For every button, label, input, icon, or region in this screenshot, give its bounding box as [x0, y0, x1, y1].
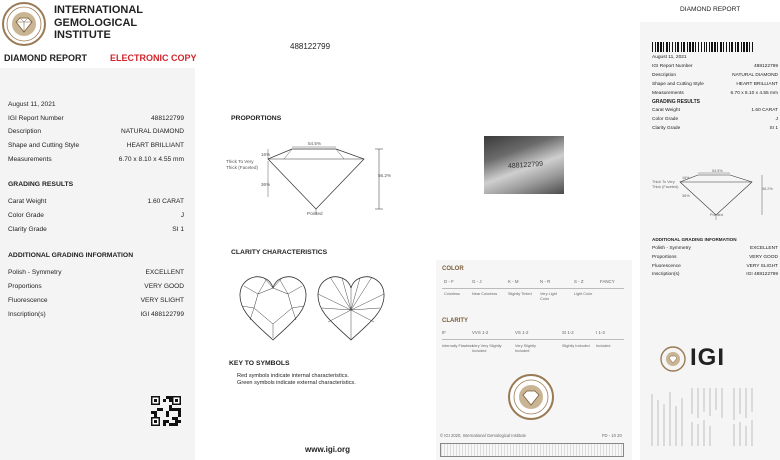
grading-value: 1.60 CARAT [147, 198, 184, 205]
barcode-bar [731, 42, 733, 52]
additional-label: Polish - Symmetry [8, 269, 62, 276]
right-detail-label: Shape and Cutting Style [652, 82, 704, 87]
right-report-title: DIAMOND REPORT [680, 6, 741, 13]
org-name-line3: INSTITUTE [54, 29, 111, 41]
right-grading-value: 1.60 CARAT [751, 108, 778, 113]
barcode-bar [706, 42, 707, 52]
right-additional-label: Proportions [652, 255, 677, 260]
right-igi-logo-text: IGI [690, 344, 726, 371]
right-grading-label: Color Grade [652, 117, 679, 122]
right-additional-value: IGI 488122799 [746, 272, 778, 277]
color-grade: K - M [508, 279, 519, 284]
barcode-bar [704, 42, 705, 52]
scales-panel [436, 260, 632, 460]
igi-seal-center [508, 374, 554, 420]
barcode-bar [660, 42, 662, 52]
color-grade: S - Z [574, 279, 584, 284]
color-grade: N - R [540, 279, 551, 284]
crown-percent: 16% [261, 152, 271, 157]
right-table-percent: 54.5% [712, 169, 723, 173]
right-additional-value: VERY GOOD [749, 255, 778, 260]
barcode-bar [726, 42, 727, 52]
website-link[interactable]: www.igi.org [305, 445, 351, 454]
barcode-bar [752, 42, 753, 52]
inscription-photo [484, 136, 564, 194]
report-number-center: 488122799 [290, 42, 331, 51]
clarity-scale-line [442, 339, 624, 340]
culet-label: Pointed [307, 211, 323, 216]
form-code: FD - 10 20 [602, 433, 622, 438]
right-detail-value: HEART BRILLIANT [736, 82, 778, 87]
right-girdle-label: Thick To Very Thick (Faceted) [652, 180, 679, 189]
right-additional-value: VERY SLIGHT [746, 264, 778, 269]
barcode-bar [709, 42, 710, 52]
electronic-copy-label: ELECTRONIC COPY [110, 53, 197, 63]
detail-label: IGI Report Number [8, 115, 64, 122]
right-additional-label: Polish - Symmetry [652, 246, 691, 251]
barcode-bar [687, 42, 688, 52]
inscription-photo-text: 488122799 [507, 160, 544, 171]
report-title: DIAMOND REPORT [4, 53, 87, 63]
barcode-bar [735, 42, 736, 52]
right-grading-value: J [775, 117, 778, 122]
right-crown-percent: 16% [682, 176, 690, 180]
rotated-microtext [646, 384, 772, 452]
barcode-bar [723, 42, 724, 52]
color-grade-desc: Colorless [444, 292, 460, 296]
clarity-grade: VVS 1-2 [472, 330, 489, 335]
additional-value: VERY SLIGHT [140, 297, 184, 304]
clarity-scale-title: CLARITY [442, 318, 468, 324]
right-additional-value: EXCELLENT [750, 246, 778, 251]
grading-label: Carat Weight [8, 198, 47, 205]
right-detail-label: IGI Report Number [652, 64, 693, 69]
additional-label: Proportions [8, 283, 42, 290]
key-line-green: Green symbols indicate external characteristics. [237, 380, 356, 386]
color-grade-desc: Near Colorless [472, 292, 498, 296]
clarity-grade-desc: Internally Flawless [442, 344, 474, 348]
grading-value: J [180, 212, 184, 219]
barcode-bar [672, 42, 673, 52]
org-name-line2: GEMOLOGICAL [54, 16, 138, 29]
color-grade: D - F [444, 279, 454, 284]
barcode-bar [669, 42, 670, 52]
barcode-bar [655, 42, 656, 52]
barcode-bar [749, 42, 750, 52]
clarity-grade-desc: Very Slightly Included [515, 344, 536, 353]
depth-percent: 56.2% [378, 173, 392, 178]
additional-value: VERY GOOD [144, 283, 184, 290]
clarity-characteristics-title: CLARITY CHARACTERISTICS [231, 249, 328, 256]
barcode-bar [683, 42, 686, 52]
clarity-plot-crown [236, 272, 310, 344]
clarity-grade: VS 1-2 [515, 330, 529, 335]
right-detail-value: NATURAL DIAMOND [732, 73, 778, 78]
barcode-bar [681, 42, 682, 52]
table-percent: 54.5% [308, 141, 322, 146]
barcode-bar [741, 42, 742, 52]
right-depth-percent: 56.2% [762, 187, 773, 191]
proportions-title: PROPORTIONS [231, 115, 282, 122]
right-grading-label: Clarity Grade [652, 126, 681, 131]
barcode-bar [737, 42, 740, 52]
additional-value: IGI 488122799 [140, 311, 184, 318]
barcode-bar [666, 42, 669, 52]
color-grade: FANCY [600, 279, 615, 284]
right-detail-label: Measurements [652, 91, 684, 96]
additional-label: Inscription(s) [8, 311, 46, 318]
right-additional-label: Fluorescence [652, 264, 681, 269]
barcode [652, 42, 752, 52]
right-detail-label: Description [652, 73, 676, 78]
barcode-bar [701, 42, 702, 52]
right-grading-title: GRADING RESULTS [652, 99, 700, 105]
barcode-bar [714, 42, 716, 52]
security-strip [440, 443, 624, 457]
detail-value: NATURAL DIAMOND [120, 128, 184, 135]
barcode-bar [743, 42, 745, 52]
org-name [54, 4, 143, 42]
barcode-bar [657, 42, 660, 52]
right-pavilion-percent: 36% [682, 194, 690, 198]
clarity-grade: SI 1-2 [562, 330, 574, 335]
detail-value: 6.70 x 8.10 x 4.55 mm [118, 156, 184, 163]
barcode-bar [692, 42, 695, 52]
barcode-bar [711, 42, 714, 52]
additional-value: EXCELLENT [145, 269, 184, 276]
right-culet-label: Pointed [710, 213, 723, 217]
barcode-bar [720, 42, 723, 52]
additional-grading-title: ADDITIONAL GRADING INFORMATION [8, 252, 134, 259]
girdle-label: Thick To Very Thick (Faceted) [226, 159, 258, 170]
right-grading-label: Carat Weight [652, 108, 680, 113]
right-detail-label: August 11, 2021 [652, 55, 687, 60]
clarity-grade-desc: Very Very Slightly Included [472, 344, 502, 353]
color-grade-desc: Very Light Color [540, 292, 557, 301]
org-name-line1: INTERNATIONAL [54, 4, 144, 16]
clarity-grade: IF [442, 330, 446, 335]
pavilion-percent: 36% [261, 182, 271, 187]
color-grade: G - J [472, 279, 482, 284]
barcode-bar [677, 42, 679, 52]
barcode-bar [652, 42, 653, 52]
clarity-grade-desc: Included [596, 344, 611, 348]
copyright: © IGI 2020, International Gemological Institute [440, 433, 526, 438]
right-igi-seal-icon [660, 346, 686, 372]
barcode-bar [689, 42, 691, 52]
grading-results-title: GRADING RESULTS [8, 181, 74, 188]
barcode-bar [675, 42, 676, 52]
detail-label: Measurements [8, 156, 52, 163]
proportions-diagram [224, 137, 400, 222]
key-to-symbols-title: KEY TO SYMBOLS [229, 360, 290, 367]
clarity-grade-desc: Slightly Included [562, 344, 590, 348]
barcode-bar [746, 42, 749, 52]
right-grading-value: SI 1 [769, 126, 778, 131]
detail-label: August 11, 2021 [8, 101, 56, 108]
detail-label: Description [8, 128, 41, 135]
color-grade-desc: Slightly Tinted [508, 292, 532, 296]
color-scale-line [442, 288, 624, 289]
barcode-bar [695, 42, 696, 52]
grading-label: Clarity Grade [8, 226, 47, 233]
key-line-red: Red symbols indicate internal characteristics. [237, 373, 349, 379]
detail-value: HEART BRILLIANT [126, 142, 184, 149]
right-additional-title: ADDITIONAL GRADING INFORMATION [652, 237, 737, 242]
color-scale-title: COLOR [442, 266, 464, 272]
clarity-plot-pavilion [314, 272, 388, 344]
detail-label: Shape and Cutting Style [8, 142, 80, 149]
barcode-bar [729, 42, 730, 52]
grading-label: Color Grade [8, 212, 44, 219]
qr-code[interactable] [151, 396, 181, 426]
grading-value: SI 1 [172, 226, 184, 233]
color-grade-desc: Light Color [574, 292, 593, 296]
igi-seal-logo [2, 2, 46, 46]
right-detail-value: 6.70 x 8.10 x 4.55 mm [730, 91, 778, 96]
right-additional-label: Inscription(s) [652, 272, 680, 277]
barcode-bar [663, 42, 664, 52]
additional-label: Fluorescence [8, 297, 48, 304]
clarity-grade: I 1-3 [596, 330, 605, 335]
barcode-bar [717, 42, 718, 52]
barcode-bar [698, 42, 699, 52]
detail-value: 488122799 [150, 115, 184, 122]
right-detail-value: 488122799 [753, 64, 778, 69]
